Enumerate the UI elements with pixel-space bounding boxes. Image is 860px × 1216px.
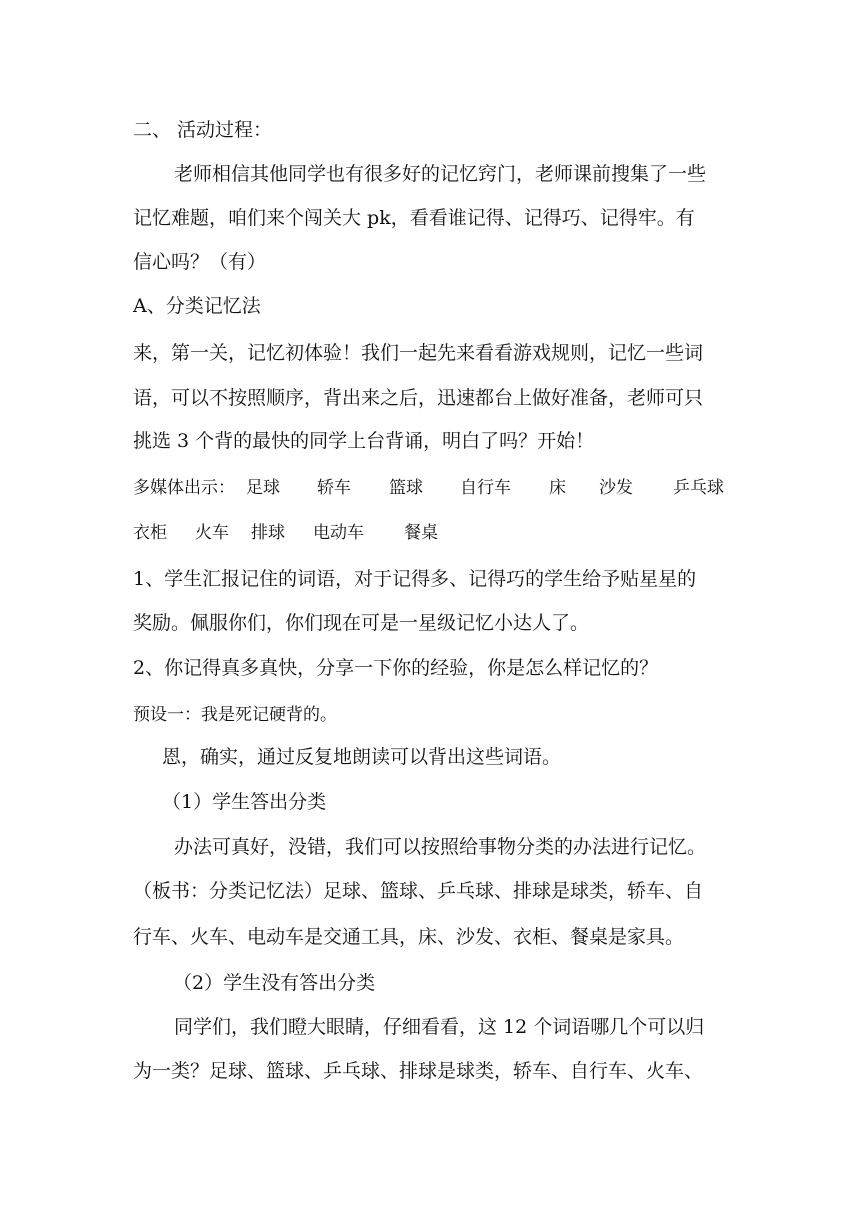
- media-word: 轿车: [317, 478, 351, 498]
- media-word: 排球: [251, 523, 285, 543]
- media-word: 自行车: [460, 478, 511, 498]
- paragraph-line: 来，第一关，记忆初体验！我们一起先来看看游戏规则，记忆一些词: [133, 342, 704, 364]
- paragraph-line: 为一类？足球、篮球、乒乓球、排球是球类，轿车、自行车、火车、: [133, 1060, 704, 1082]
- media-word: 乒乓球: [673, 478, 724, 498]
- media-word: 餐桌: [404, 523, 438, 543]
- paragraph-line: 1、学生汇报记住的词语，对于记得多、记得巧的学生给予贴星星的: [133, 568, 697, 590]
- paragraph-line: 挑选 3 个背的最快的同学上台背诵，明白了吗？开始！: [133, 430, 595, 452]
- paragraph-line: 2、你记得真多真快，分享一下你的经验，你是怎么样记忆的？: [133, 657, 659, 679]
- paragraph-line: （板书：分类记忆法）足球、篮球、乒乓球、排球是球类，轿车、自: [133, 880, 704, 902]
- media-word: 床: [549, 478, 566, 498]
- media-label: 多媒体出示：: [133, 478, 235, 498]
- paragraph-line: 办法可真好，没错，我们可以按照给事物分类的办法进行记忆。: [174, 836, 707, 858]
- media-words-row-1: [133, 476, 733, 500]
- paragraph-line: 老师相信其他同学也有很多好的记忆窍门，老师课前搜集了一些: [174, 163, 707, 185]
- paragraph-line: 同学们，我们瞪大眼睛，仔细看看，这 12 个词语哪几个可以归: [174, 1016, 705, 1038]
- paragraph-line: 恩，确实，通过反复地朗读可以背出这些词语。: [162, 746, 562, 768]
- media-word: 衣柜: [133, 523, 167, 543]
- paragraph-line: 信心吗？（有）: [133, 251, 267, 273]
- paragraph-line: 语，可以不按照顺序，背出来之后，迅速都台上做好准备，老师可只: [133, 387, 704, 409]
- paragraph-line: 记忆难题，咱们来个闯关大 pk，看看谁记得、记得巧、记得牢。有: [133, 207, 695, 229]
- case-heading: （1）学生答出分类: [162, 791, 327, 813]
- media-word: 电动车: [313, 523, 364, 543]
- paragraph-line: 行车、火车、电动车是交通工具，床、沙发、衣柜、餐桌是家具。: [133, 926, 685, 948]
- media-word: 足球: [246, 478, 280, 498]
- paragraph-line: 奖励。佩服你们，你们现在可是一星级记忆小达人了。: [133, 612, 590, 634]
- media-word: 火车: [195, 523, 229, 543]
- media-words-row-2: [133, 521, 733, 545]
- media-word: 篮球: [389, 478, 423, 498]
- preset-line: 预设一：我是死记硬背的。: [133, 705, 337, 725]
- media-word: 沙发: [599, 478, 633, 498]
- section-heading: 二、 活动过程：: [133, 119, 273, 141]
- case-heading: （2）学生没有答出分类: [173, 972, 376, 994]
- subsection-heading: A、分类记忆法: [133, 295, 261, 317]
